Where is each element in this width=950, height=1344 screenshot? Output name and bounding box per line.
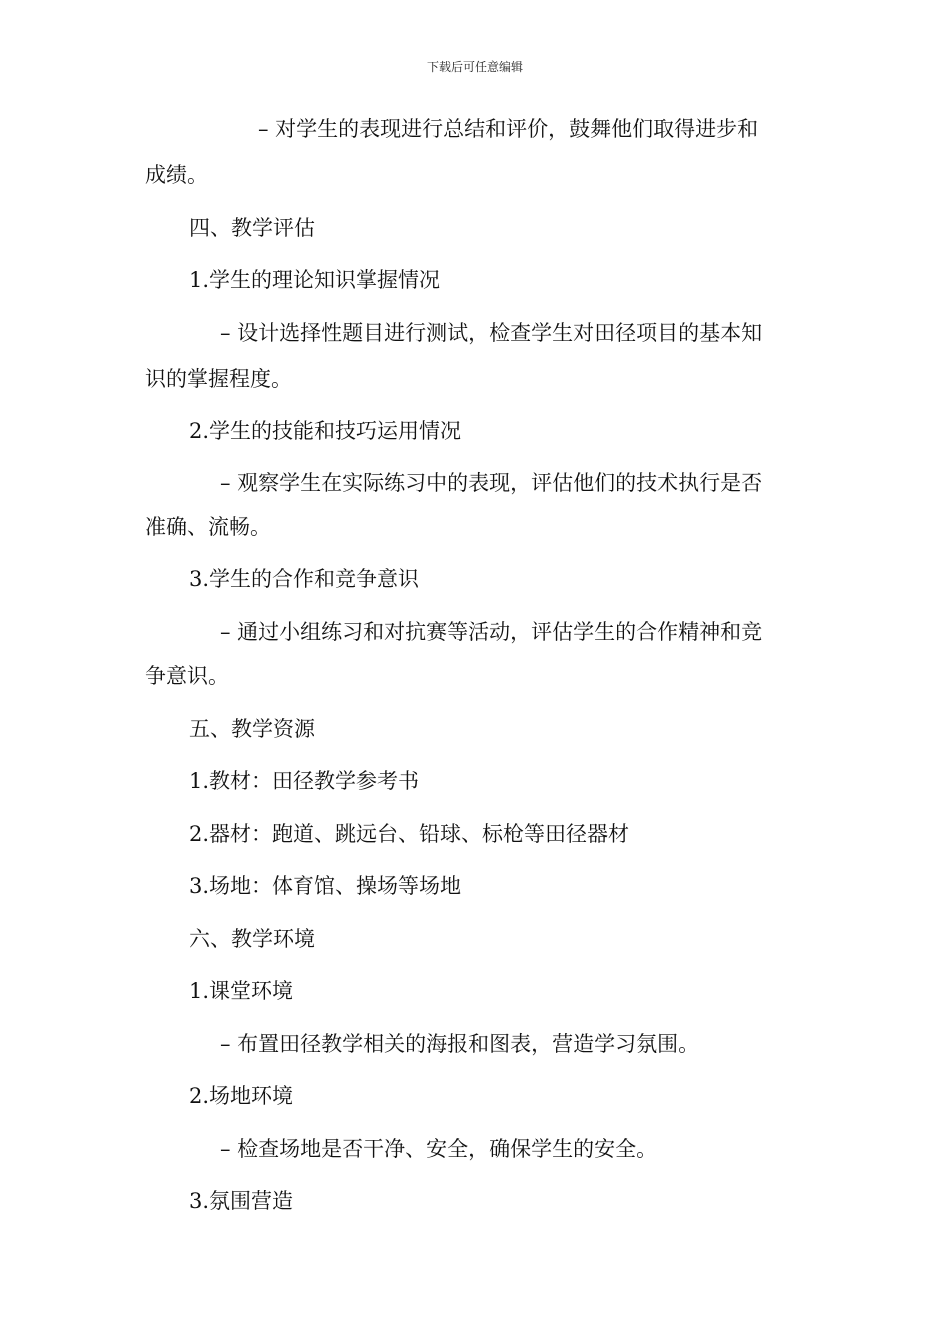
list-item: 2.器材：跑道、跳远台、铅球、标枪等田径器材 bbox=[189, 822, 630, 846]
section-heading: 六、教学环境 bbox=[189, 927, 315, 951]
subheading: 2.学生的技能和技巧运用情况 bbox=[189, 419, 462, 443]
list-item: 1.教材：田径教学参考书 bbox=[189, 769, 420, 793]
subheading: 2.场地环境 bbox=[189, 1084, 294, 1108]
subheading: 1.课堂环境 bbox=[189, 979, 294, 1003]
paragraph-line: 识的掌握程度。 bbox=[145, 367, 292, 391]
subheading: 1.学生的理论知识掌握情况 bbox=[189, 268, 441, 292]
paragraph-line: – 布置田径教学相关的海报和图表，营造学习氛围。 bbox=[220, 1032, 700, 1056]
paragraph-line: 准确、流畅。 bbox=[145, 515, 271, 539]
paragraph-line: – 通过小组练习和对抗赛等活动，评估学生的合作精神和竞 bbox=[220, 620, 763, 644]
subheading: 3.学生的合作和竞争意识 bbox=[189, 567, 420, 591]
paragraph-line: – 设计选择性题目进行测试，检查学生对田径项目的基本知 bbox=[220, 321, 763, 345]
page-header: 下载后可任意编辑 bbox=[426, 60, 523, 74]
list-item: 3.场地：体育馆、操场等场地 bbox=[189, 874, 462, 898]
section-heading: 四、教学评估 bbox=[189, 216, 315, 240]
section-heading: 五、教学资源 bbox=[189, 717, 315, 741]
paragraph-line: – 观察学生在实际练习中的表现，评估他们的技术执行是否 bbox=[220, 471, 763, 495]
paragraph-line: 争意识。 bbox=[145, 664, 229, 688]
paragraph-line: 成绩。 bbox=[145, 163, 208, 187]
subheading: 3.氛围营造 bbox=[189, 1189, 294, 1213]
paragraph-line: – 对学生的表现进行总结和评价，鼓舞他们取得进步和 bbox=[258, 117, 759, 141]
paragraph-line: – 检查场地是否干净、安全，确保学生的安全。 bbox=[220, 1137, 658, 1161]
